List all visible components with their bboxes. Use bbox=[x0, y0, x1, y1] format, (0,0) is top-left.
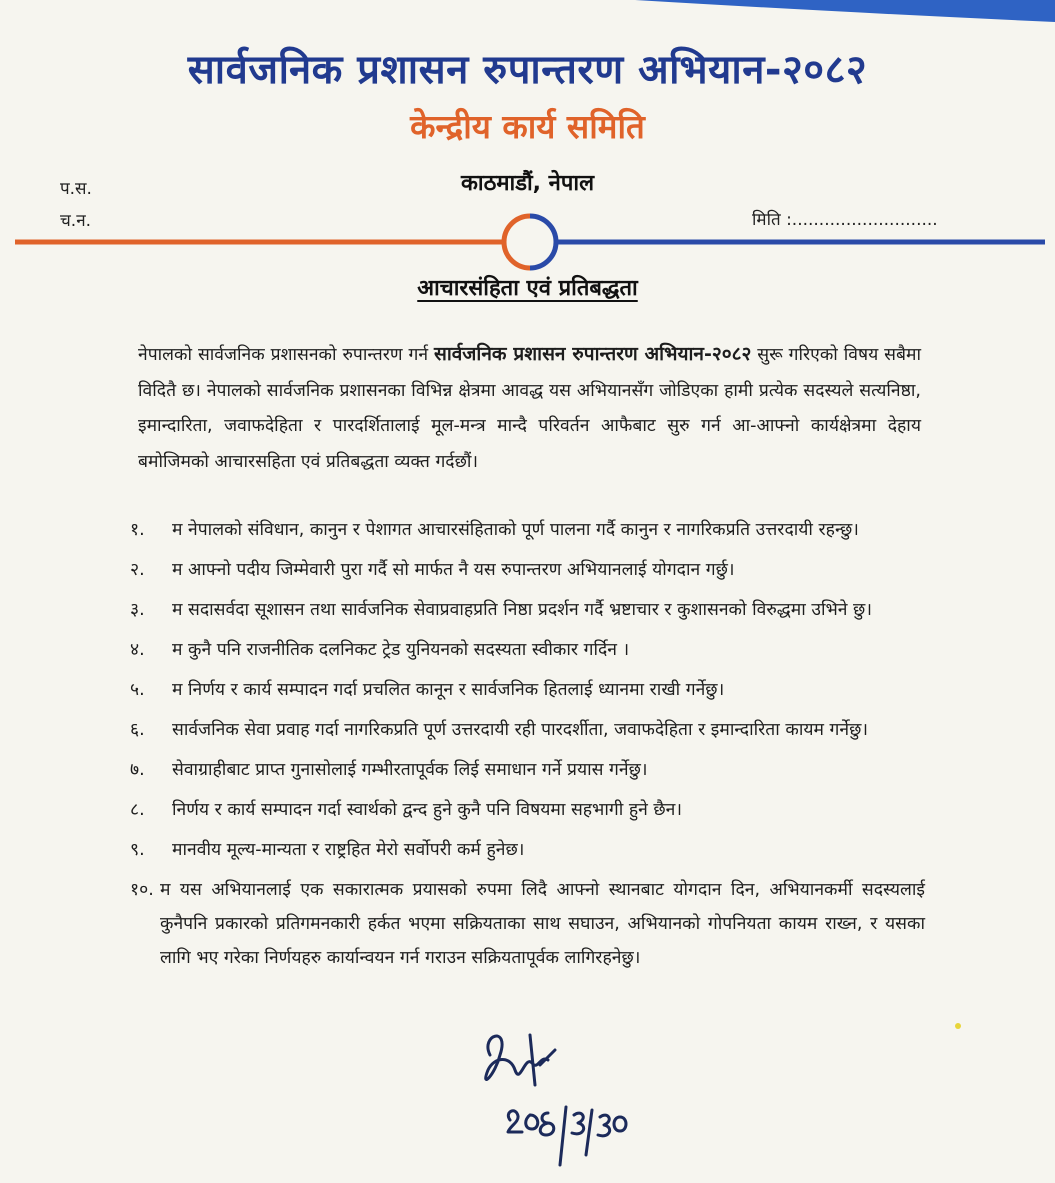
commitment-text: म यस अभियानलाई एक सकारात्मक प्रयासको रुपमा लिदै आफ्नो स्थानबाट योगदान दिन, अभियानकर्मी सदस्यलाई कुनैपनि प्रकारको प्रतिगमनकारी हर्कत भएमा सक्रियताका साथ सघाउन, अभियानको गोपनियता कायम राख्न, र यसका लागि भए गरेका निर्णयहरु कार्यान्वयन गर्न गराउन सक्रियतापूर्वक लागिरहनेछु। bbox=[160, 880, 925, 968]
cn-reference-label: च.न. bbox=[60, 211, 92, 231]
commitment-number: ४. bbox=[130, 640, 145, 660]
commitment-text: सेवाग्राहीबाट प्राप्त गुनासोलाई गम्भीरतापूर्वक लिई समाधान गर्ने प्रयास गर्नेछु। bbox=[172, 760, 648, 780]
commitment-text: मानवीय मूल्य-मान्यता र राष्ट्रहित मेरो सर्वोपरी कर्म हुनेछ। bbox=[172, 840, 525, 860]
commitment-number: ८. bbox=[130, 800, 145, 820]
signature-date-scribble bbox=[508, 1107, 626, 1165]
commitment-item bbox=[120, 553, 925, 587]
commitment-number: ५. bbox=[130, 680, 145, 700]
ps-reference-label: प.स. bbox=[60, 179, 92, 199]
commitment-number: ९. bbox=[130, 840, 145, 860]
commitment-text: निर्णय र कार्य सम्पादन गर्दा स्वार्थको द्वन्द हुने कुनै पनि विषयमा सहभागी हुने छैन। bbox=[172, 800, 683, 820]
commitment-item bbox=[120, 753, 925, 787]
location-line: काठमाडौं, नेपाल bbox=[460, 171, 595, 196]
commitment-number: ६. bbox=[130, 720, 145, 740]
commitment-number: ७. bbox=[130, 760, 145, 780]
commitment-text: म कुनै पनि राजनीतिक दलनिकट ट्रेड युनियनको सदस्यता स्वीकार गर्दिन । bbox=[172, 640, 630, 660]
yellow-mark bbox=[955, 1023, 961, 1029]
commitment-list bbox=[120, 513, 925, 981]
top-blue-swoosh bbox=[635, 0, 1055, 22]
commitment-item bbox=[120, 633, 925, 667]
committee-title: केन्द्रीय कार्य समिति bbox=[410, 107, 645, 146]
commitment-item bbox=[120, 873, 925, 975]
date-field: मिति :........................... bbox=[752, 210, 938, 230]
intro-paragraph bbox=[138, 337, 921, 480]
header-divider bbox=[15, 205, 1045, 275]
document-heading bbox=[0, 272, 1055, 302]
commitment-item bbox=[120, 833, 925, 867]
signature-scribble bbox=[486, 1035, 555, 1085]
commitment-text: म नेपालको संविधान, कानुन र पेशागत आचारसंहिताको पूर्ण पालना गर्दै कानुन र नागरिकप्रति उत्तरदायी रहन्छु। bbox=[172, 520, 859, 540]
intro-text-end: सुरू गरिएको विषय सबैमा विदितै छ। नेपालको सार्वजनिक प्रशासनका विभिन्न क्षेत्रमा आवद्ध यस अभियानसँग जोडिएका हामी प्रत्येक सदस्यले सत्यनिष्ठा, इमान्दारिता, जवाफदेहिता र पारदर्शितालाई मूल-मन्त्र मान्दै परिवर्तन आफैबाट सुरु गर्न आ-आफ्नो कार्यक्षेत्रमा देहाय बमोजिमको आचारसहिता एवं प्रतिबद्धता व्यक्त गर्दछौं। bbox=[138, 345, 921, 472]
commitment-text: म निर्णय र कार्य सम्पादन गर्दा प्रचलित कानून र सार्वजनिक हितलाई ध्यानमा राखी गर्नेछु। bbox=[172, 680, 725, 700]
commitment-item bbox=[120, 673, 925, 707]
commitment-item bbox=[120, 793, 925, 827]
divider-circle-right bbox=[530, 216, 556, 268]
document-heading-text: आचारसंहिता एवं प्रतिबद्धता bbox=[417, 276, 638, 301]
commitment-text: म सदासर्वदा सूशासन तथा सार्वजनिक सेवाप्रवाहप्रति निष्ठा प्रदर्शन गर्दै भ्रष्टाचार र कुशासनको विरुद्धमा उभिने छु। bbox=[172, 600, 872, 620]
intro-text-start: नेपालको सार्वजनिक प्रशासनको रुपान्तरण गर्न bbox=[138, 345, 434, 365]
commitment-text: म आफ्नो पदीय जिम्मेवारी पुरा गर्दै सो मार्फत नै यस रुपान्तरण अभियानलाई योगदान गर्छु। bbox=[172, 560, 735, 580]
commitment-number: १०. bbox=[130, 880, 154, 900]
commitment-number: ३. bbox=[130, 600, 145, 620]
divider-circle-left bbox=[504, 216, 530, 268]
intro-campaign-name: सार्वजनिक प्रशासन रुपान्तरण अभियान-२०८२ bbox=[433, 343, 752, 365]
organization-title: सार्वजनिक प्रशासन रुपान्तरण अभियान-२०८२ bbox=[187, 47, 868, 93]
handwritten-signature bbox=[470, 1015, 660, 1175]
commitment-number: १. bbox=[130, 520, 145, 540]
commitment-item bbox=[120, 593, 925, 627]
commitment-item bbox=[120, 513, 925, 547]
commitment-number: २. bbox=[130, 560, 145, 580]
commitment-text: सार्वजनिक सेवा प्रवाह गर्दा नागरिकप्रति पूर्ण उत्तरदायी रही पारदर्शीता, जवाफदेहिता र इमान्दारिता कायम गर्नेछु। bbox=[172, 720, 868, 740]
commitment-item bbox=[120, 713, 925, 747]
